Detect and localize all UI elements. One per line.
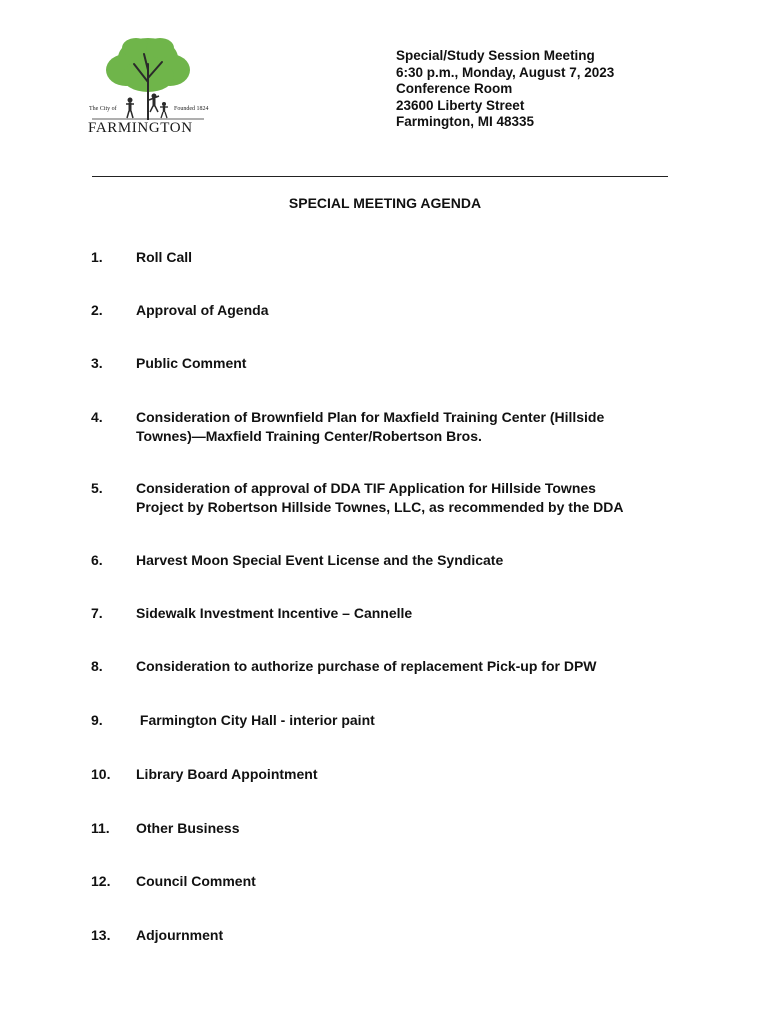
- agenda-item-text: [136, 711, 696, 730]
- agenda-item-number: 11.: [91, 820, 110, 836]
- agenda-item-number: 2.: [91, 302, 103, 318]
- agenda-item-line: Project by Robertson Hillside Townes, LLC, as recommended by the DDA: [136, 499, 624, 515]
- agenda-item-line: Consideration of Brownfield Plan for Maxfield Training Center (Hillside: [136, 409, 605, 425]
- logo-tagline-city: The City of: [89, 106, 117, 112]
- meeting-info: [396, 48, 614, 131]
- agenda-item-number: 10.: [91, 766, 111, 782]
- agenda-item-number: 8.: [91, 658, 103, 674]
- agenda-item-text: [136, 926, 696, 945]
- agenda-item-line: Sidewalk Investment Incentive – Cannelle: [136, 605, 413, 621]
- agenda-item-number: 5.: [91, 480, 103, 496]
- agenda-item-number: 6.: [91, 552, 103, 568]
- logo-city-name: FARMINGTON: [88, 120, 193, 136]
- agenda-item-text: [136, 872, 696, 891]
- agenda-item-line: Consideration to authorize purchase of replacement Pick-up for DPW: [136, 658, 597, 674]
- agenda-item-line: Public Comment: [136, 355, 247, 371]
- agenda-item-line: Other Business: [136, 820, 240, 836]
- logo-tagline-founded: Founded 1824: [174, 106, 209, 112]
- agenda-item-line: Adjournment: [136, 927, 224, 943]
- agenda-item-text: [136, 657, 696, 676]
- agenda-item-text: [136, 479, 696, 517]
- agenda-item-line: Approval of Agenda: [136, 302, 269, 318]
- meeting-title: Special/Study Session Meeting: [396, 48, 595, 63]
- meeting-city: Farmington, MI 48335: [396, 114, 535, 129]
- city-logo: [86, 34, 210, 140]
- meeting-location: Conference Room: [396, 81, 513, 96]
- agenda-item-line: Library Board Appointment: [136, 766, 318, 782]
- agenda-item-text: [136, 248, 696, 267]
- agenda-item-line: Townes)—Maxfield Training Center/Robertson Bros.: [136, 428, 482, 444]
- agenda-item-line: Council Comment: [136, 873, 256, 889]
- agenda-item-text: [136, 354, 696, 373]
- header-divider: [92, 176, 668, 177]
- agenda-title-text: SPECIAL MEETING AGENDA: [288, 195, 482, 211]
- agenda-item-line: Harvest Moon Special Event License and the Syndicate: [136, 552, 504, 568]
- agenda-item-number: 3.: [91, 355, 103, 371]
- agenda-item-text: [136, 301, 696, 320]
- agenda-item-number: 9.: [91, 712, 103, 728]
- agenda-item-text: [136, 819, 696, 838]
- agenda-item-number: 7.: [91, 605, 103, 621]
- meeting-street: 23600 Liberty Street: [396, 97, 525, 113]
- agenda-item-number: 12.: [91, 873, 111, 889]
- agenda-item-number: 1.: [91, 249, 103, 265]
- agenda-item-text: [136, 765, 696, 784]
- agenda-item-number: 4.: [91, 409, 103, 425]
- agenda-item-text: [136, 604, 696, 623]
- meeting-time: 6:30 p.m., Monday, August 7, 2023: [396, 64, 615, 80]
- agenda-item-text: [136, 551, 696, 570]
- agenda-item-line: Consideration of approval of DDA TIF Application for Hillside Townes: [136, 480, 596, 496]
- agenda-item-number: 13.: [91, 927, 111, 943]
- agenda-item-line: Roll Call: [136, 249, 193, 265]
- agenda-item-line: Farmington City Hall - interior paint: [136, 712, 375, 728]
- agenda-title: [0, 195, 770, 211]
- agenda-item-text: [136, 408, 696, 446]
